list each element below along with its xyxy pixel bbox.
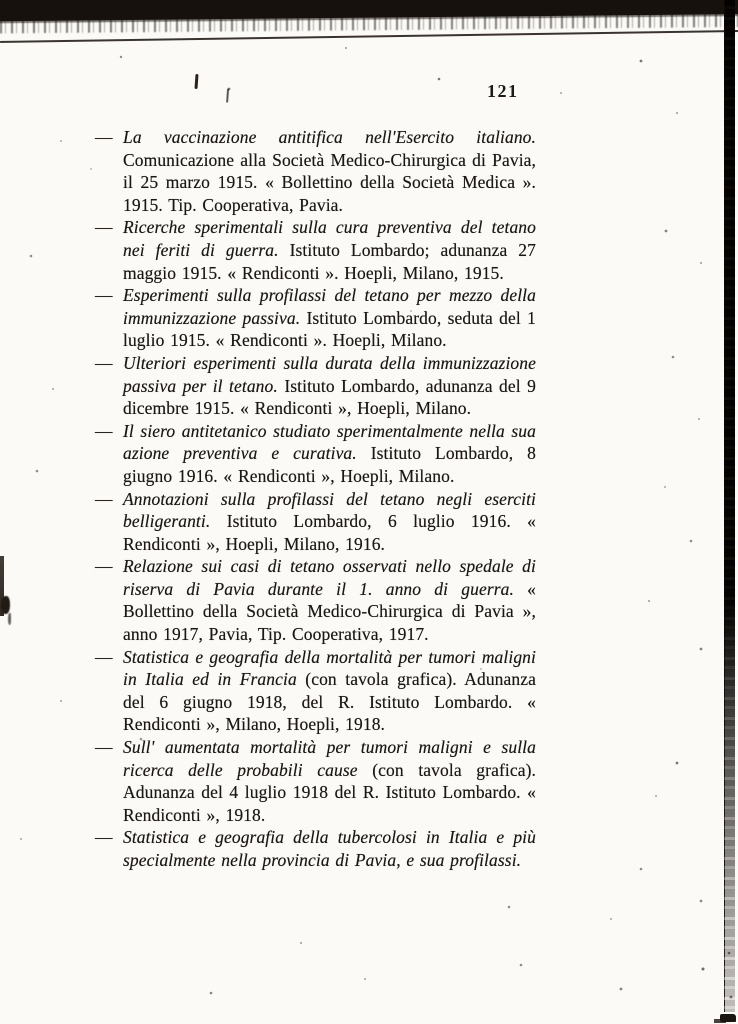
entry-title: Statistica e geografia della mortalità per tumori maligni in Italia ed in Francia <box>123 646 536 690</box>
bibliography-entry <box>95 216 536 284</box>
entry-dash-marker: — <box>95 827 113 848</box>
entry-dash-marker: — <box>95 285 113 306</box>
entry-dash-marker: — <box>95 127 113 147</box>
bibliography-entry <box>95 126 536 216</box>
entry-details: Comunicazione alla Società Medico-Chirurgica di Pavia, il 25 marzo 1915. « Bollettino della Società Medica ». 1915. Tip. Cooperativa, Pavia. <box>123 149 536 215</box>
entry-dash-marker: — <box>95 488 113 509</box>
entry-title: Statistica e geografia della tubercolosi in Italia e più specialmente nella provincia di Pavia, e sua profilassi. <box>123 827 536 870</box>
entry-title: Relazione sui casi di tetano osservati nello spedale di riserva di Pavia durante il 1. anno di guerra. <box>123 556 536 599</box>
entry-details: « Bollettino della Società Medico-Chirurgica di Pavia », anno 1917, Pavia, Tip. Cooperativa, 1917. <box>123 578 536 645</box>
entry-dash-marker: — <box>95 737 113 758</box>
entry-details: Istituto Lombardo; adunanza 27 maggio 1915. « Rendiconti ». Hoepli, Milano, 1915. <box>123 239 536 283</box>
entry-title: Ulteriori esperimenti sulla durata della immunizzazione passiva per il tetano. <box>123 352 536 396</box>
entry-details: Istituto Lombardo, 6 luglio 1916. « Rendiconti », Hoepli, Milano, 1916. <box>123 511 536 554</box>
bibliography-entry <box>95 284 536 352</box>
bibliography-entry <box>95 420 536 488</box>
scan-artifact-right-fade <box>725 600 735 1024</box>
ink-mark-top-left <box>194 74 198 89</box>
bibliography-entry <box>95 736 536 826</box>
bibliography-entry <box>95 488 536 556</box>
entry-details: (con tavola grafica). Adunanza del 4 luglio 1918 del R. Istituto Lombardo. « Rendiconti », 1918. <box>123 759 536 825</box>
ink-blob-left-edge <box>1 596 10 614</box>
entry-details: (con tavola grafica). Adunanza del 6 giugno 1918, del R. Istituto Lombardo. « Rendiconti », Milano, Hoepli, 1918. <box>123 669 536 735</box>
page-number: 121 <box>487 81 519 101</box>
entry-title: Il siero antitetanico studiato sperimentalmente nella sua azione preventiva e curativa. <box>123 420 536 464</box>
entry-title: Sull' aumentata mortalità per tumori maligni e sulla ricerca delle probabili cause <box>123 737 536 780</box>
bibliography-entry <box>95 555 536 645</box>
ink-blob-bottom-right <box>720 1014 736 1022</box>
entry-title: Ricerche sperimentali sulla cura preventiva del tetano nei feriti di guerra. <box>123 217 536 260</box>
entry-title: Esperimenti sulla profilassi del tetano per mezzo della immunizzazione passiva. <box>123 285 536 328</box>
entry-dash-marker: — <box>95 217 113 238</box>
entry-details: Istituto Lombardo, adunanza del 9 dicembre 1915. « Rendiconti », Hoepli, Milano. <box>123 375 536 419</box>
bibliography-entry <box>95 646 536 736</box>
entry-dash-marker: — <box>95 646 113 667</box>
entry-dash-marker: — <box>95 556 113 577</box>
bibliography-list <box>95 126 536 872</box>
entry-dash-marker: — <box>95 352 113 373</box>
entry-details: Istituto Lombardo, seduta del 1 luglio 1915. « Rendiconti ». Hoepli, Milano. <box>123 307 536 351</box>
entry-details: Istituto Lombardo, 8 giugno 1916. « Rendiconti », Hoepli, Milano. <box>123 443 536 486</box>
paper-speckles <box>0 0 2 2</box>
bibliography-entry <box>95 826 536 871</box>
entry-title: La vaccinazione antitifica nell'Esercito italiano. <box>123 127 536 147</box>
entry-dash-marker: — <box>95 420 113 441</box>
bibliography-entry <box>95 352 536 420</box>
entry-title: Annotazioni sulla profilassi del tetano negli eserciti belligeranti. <box>123 488 536 532</box>
